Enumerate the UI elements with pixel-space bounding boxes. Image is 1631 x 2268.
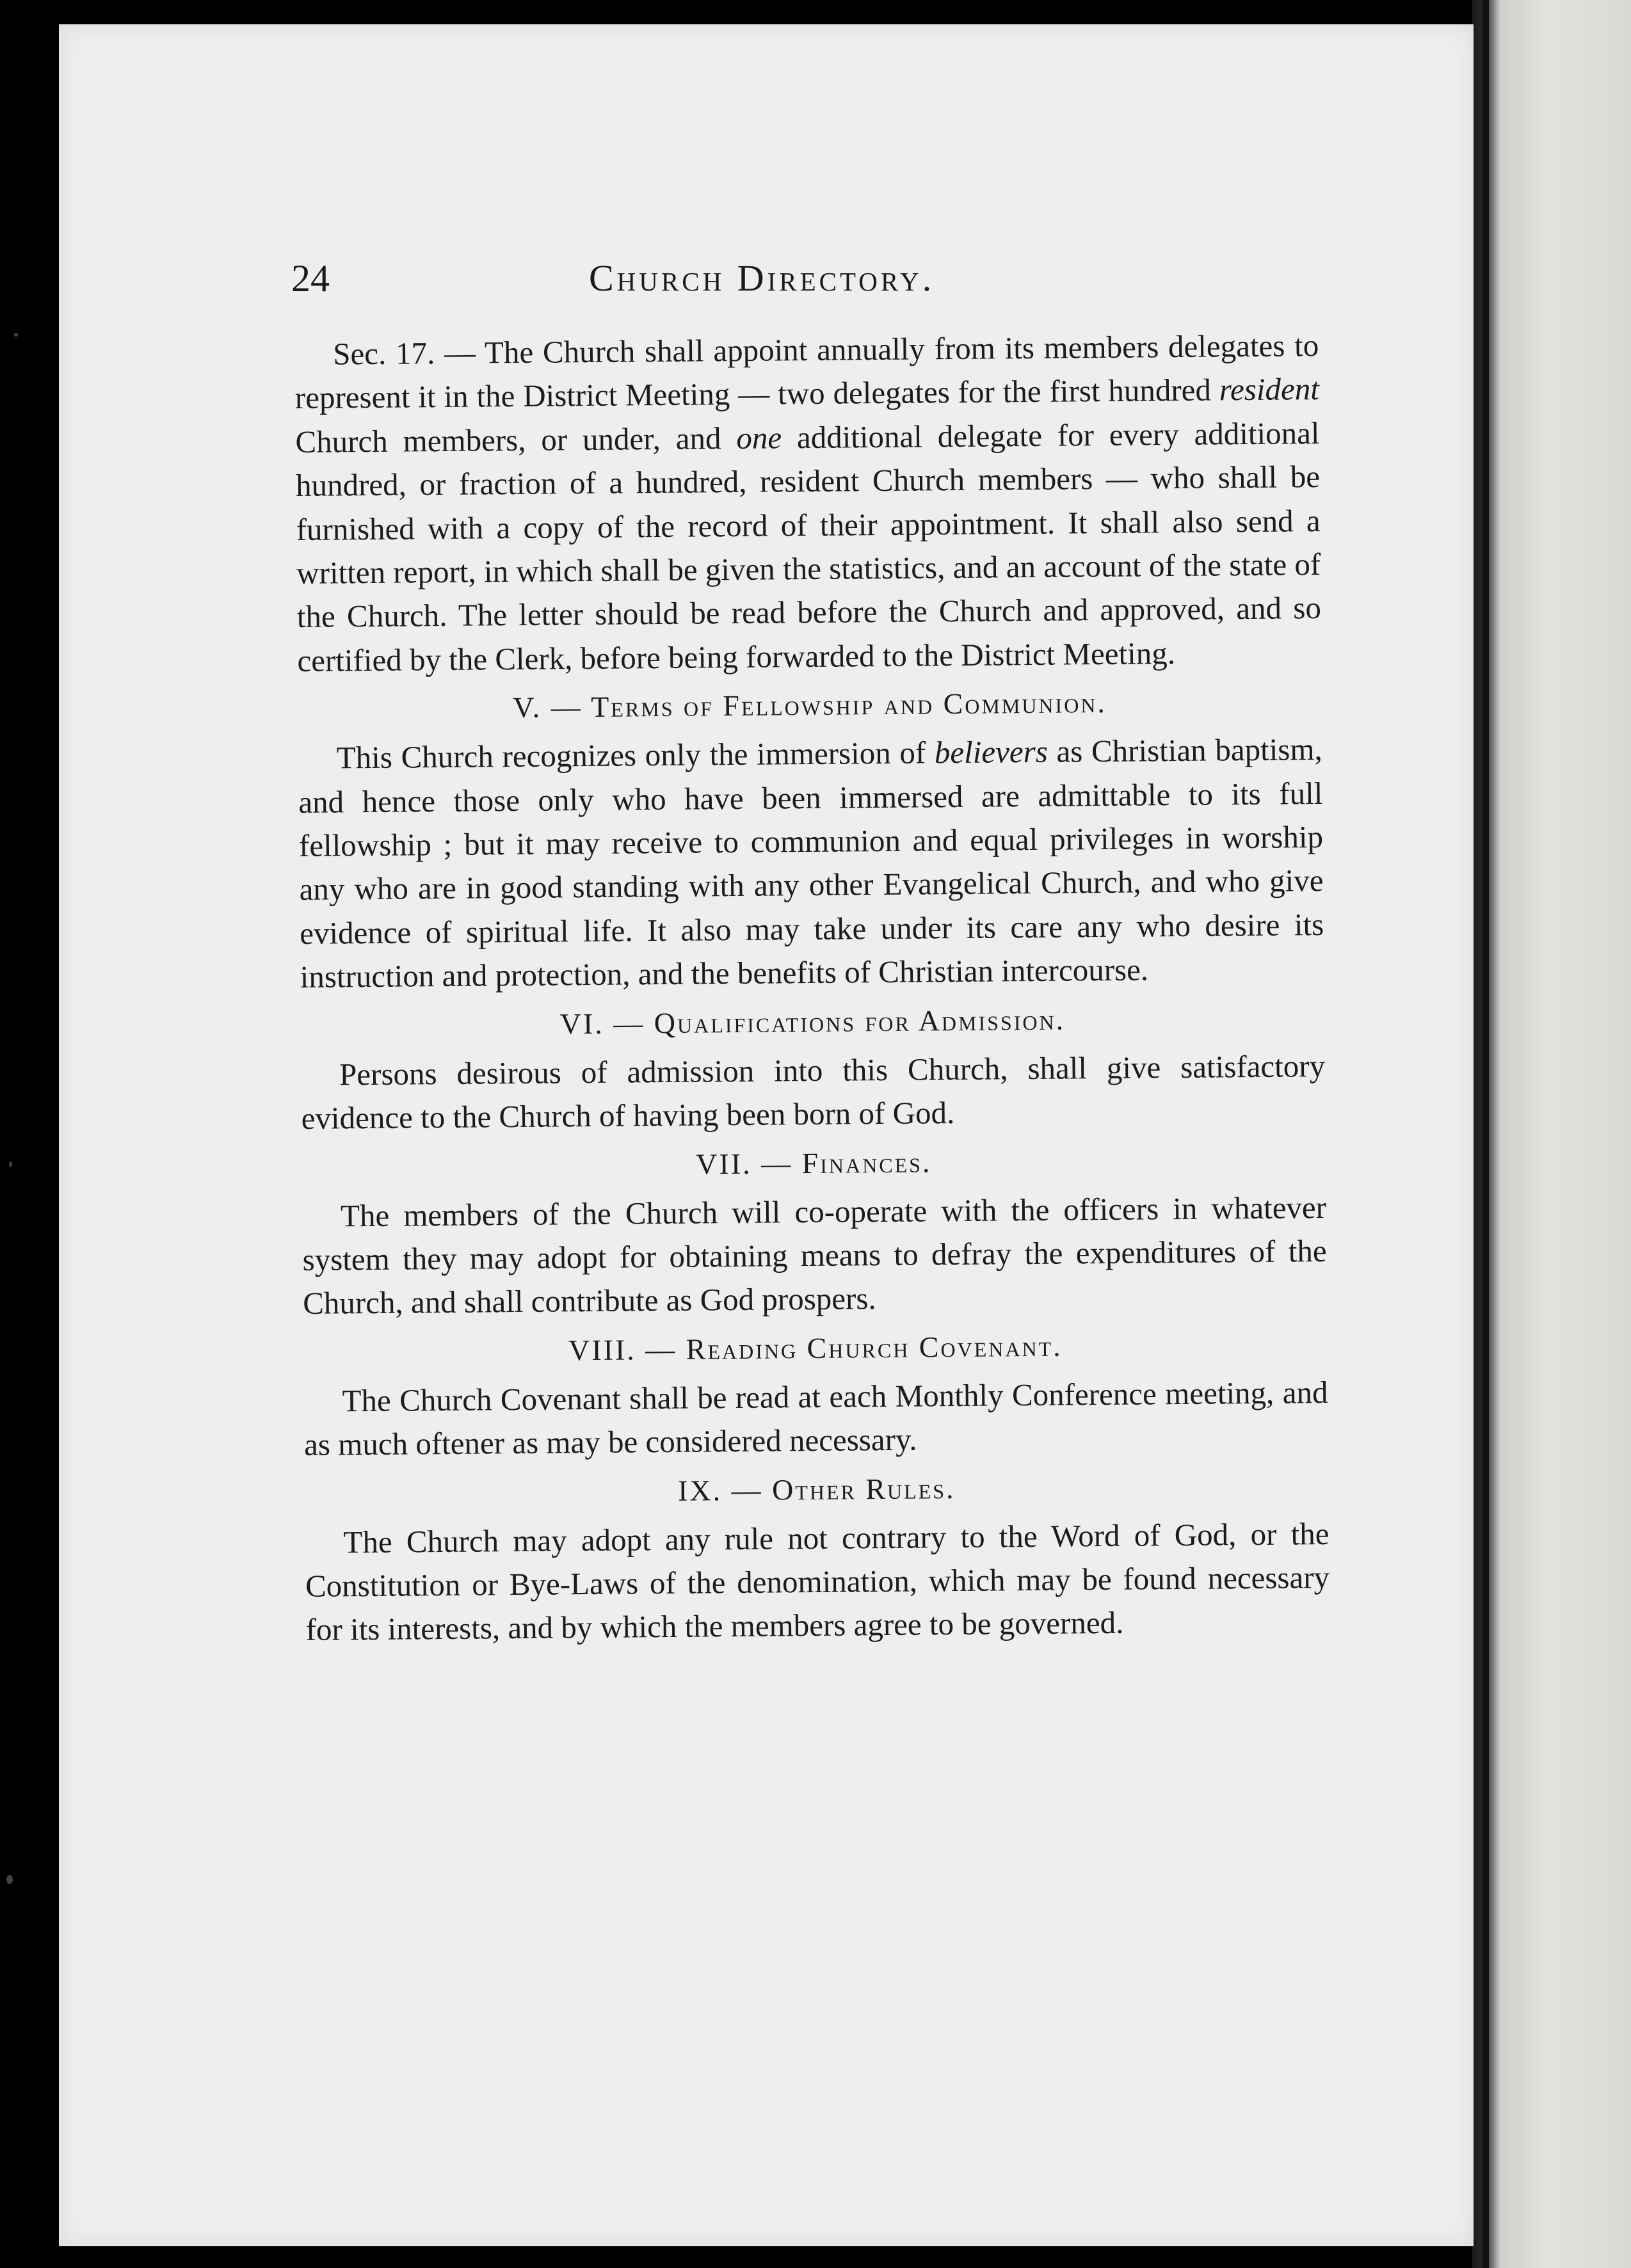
scan-speck <box>6 1875 13 1884</box>
scan-speck <box>14 333 18 337</box>
paragraph <box>301 1044 1326 1141</box>
running-title: Church Directory. <box>589 257 935 299</box>
italic-text: resident <box>1219 371 1320 408</box>
text-run: The members of the Church will co-operate with the officers in whatever system they may adopt for obtaining means to defray the expenditures of the Church, and shall contribute as God prospers. <box>302 1189 1327 1322</box>
paragraph <box>303 1371 1328 1467</box>
text-run: The Church Covenant shall be read at each Monthly Conference meeting, and as much oftener as may be considered necessary. <box>303 1374 1328 1463</box>
page-gutter <box>1482 0 1489 2268</box>
text-run: Sec. 17. — The Church shall appoint annually from its members delegates to represent it in the District Meeting — two delegates for the first hundred <box>294 328 1319 416</box>
text-run: additional delegate for every additional hundred, or fraction of a hundred, resident Church members — who shall be furnished with a copy of the record of their appointment. It shall also send a written report, in which shall be given the statistics, and an account of the state of the Church. The letter should be read before the Church and approved, and so certified by the Clerk, before being forwarded to the District Meeting. <box>295 415 1322 678</box>
section-heading: V. — Terms of Fellowship and Communion. <box>513 686 1107 724</box>
running-head <box>230 246 1357 310</box>
section-heading: VII. — Finances. <box>696 1145 932 1181</box>
section-heading: IX. — Other Rules. <box>677 1471 956 1507</box>
text-run: This Church recognizes only the immersion of <box>336 735 935 776</box>
section-heading: VIII. — Reading Church Covenant. <box>568 1329 1063 1367</box>
text-run: Persons desirous of admission into this Church, shall give satisfactory evidence to the Church of having been born of God. <box>301 1048 1326 1137</box>
scan-speck <box>9 1162 12 1167</box>
text-run: as Christian baptism, and hence those only who have been immersed are admittable to its full fellowship ; but it may receive to communion and equal privileges in worship any who are in good standing with any other Evangelical Church, and who give evidence of spiritual life. It also may take under its care any who desire its instruction and protection, and the benefits of Christian intercourse. <box>298 731 1324 995</box>
paragraph <box>305 1512 1330 1652</box>
italic-text: believers <box>934 734 1048 771</box>
paragraph <box>298 728 1325 999</box>
paragraph <box>302 1185 1328 1325</box>
facing-page-edge <box>1472 0 1631 2268</box>
italic-text: one <box>736 420 782 456</box>
section-heading: VI. — Qualifications for Admission. <box>559 1003 1066 1041</box>
page-number: 24 <box>291 257 330 299</box>
text-run: Church members, or under, and <box>295 420 737 459</box>
paragraph <box>294 324 1322 683</box>
body-text <box>294 324 1330 1652</box>
text-run: The Church may adopt any rule not contrary to the Word of God, or the Constitution or Bye-Laws of the denomination, which may be found necessary for its interests, and by which the members agree to be governed. <box>305 1515 1330 1648</box>
